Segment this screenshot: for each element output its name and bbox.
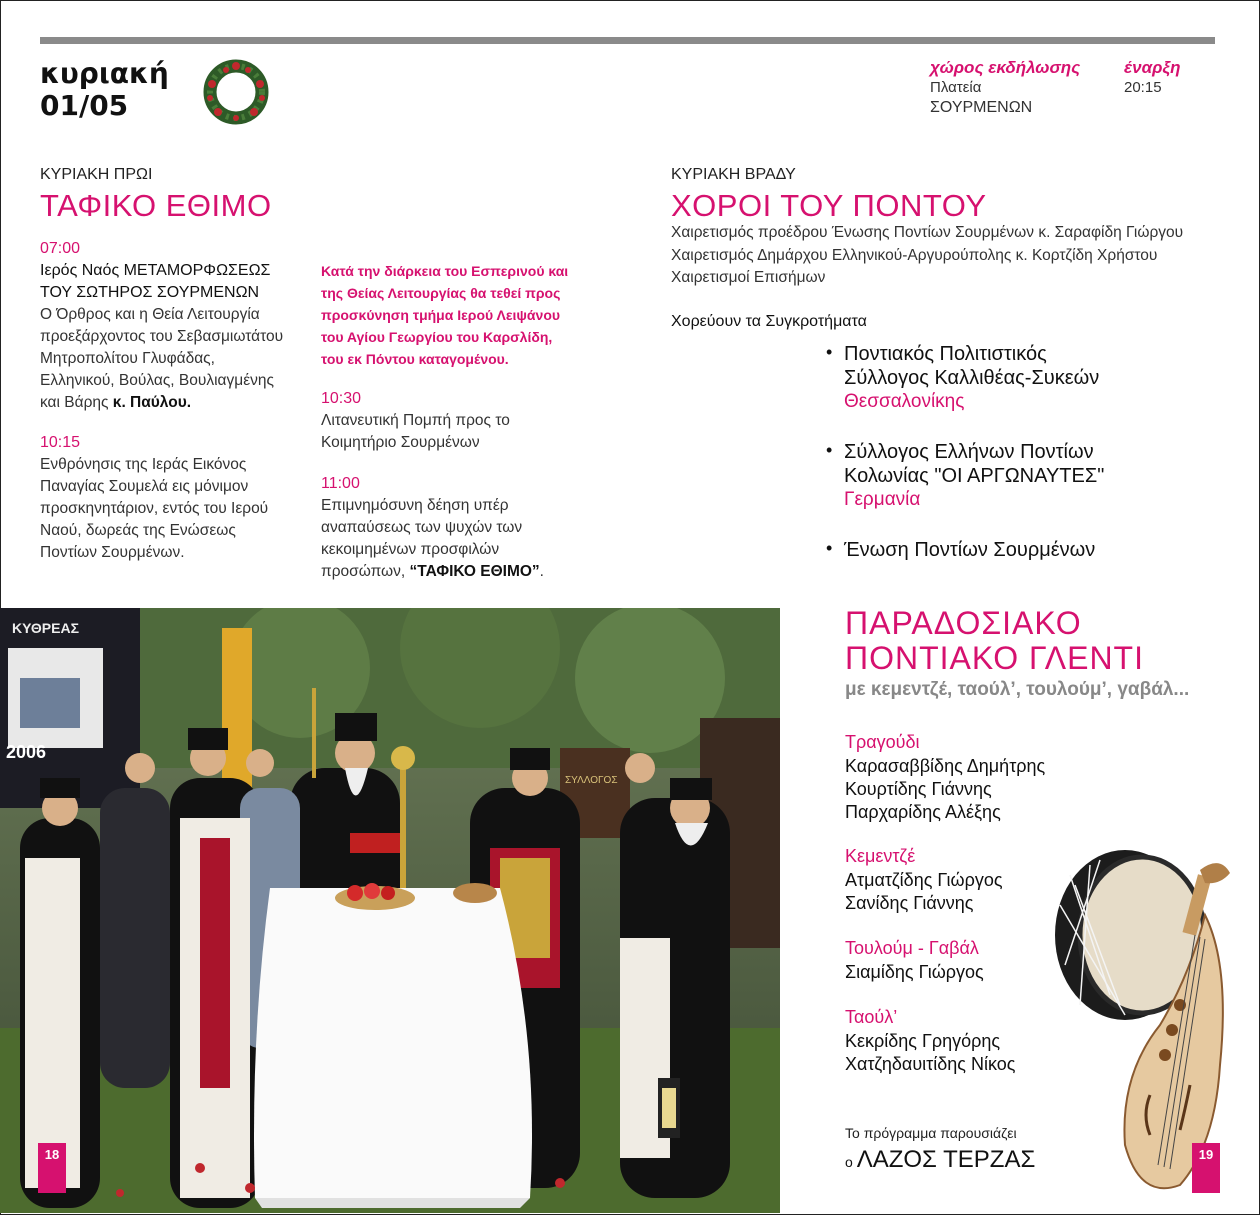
performer-name: Παρχαρίδης Αλέξης — [845, 802, 1001, 822]
group-city: Θεσσαλονίκης — [844, 391, 965, 412]
performer-name: Κεκρίδης Γρηγόρης — [845, 1031, 1001, 1051]
item-line-suffix: . — [539, 563, 544, 580]
item-line: Ο Όρθρος και η Θεία Λειτουργία — [40, 306, 260, 323]
church-name-line2: ΤΟΥ ΣΩΤΗΡΟΣ ΣΟΥΡΜΕΝΩΝ — [40, 284, 260, 301]
item-line-prefix: και Βάρης — [40, 394, 113, 411]
morning-item-1015 — [40, 434, 310, 564]
group-name-line1: Ένωση Ποντίων Σουρμένων — [844, 539, 1096, 561]
banner-year: 2006 — [6, 742, 47, 762]
notice-line: Κατά την διάρκεια του Εσπερινού και — [321, 263, 569, 279]
item-line-prefix: προσώπων, — [321, 563, 410, 580]
banner2-text: ΣΥΛΛΟΓΟΣ — [565, 775, 618, 786]
performer-name: Ατματζίδης Γιώργος — [845, 870, 1003, 890]
role-block — [845, 846, 1003, 915]
greeting-line: Χαιρετισμός προέδρου Ένωσης Ποντίων Σουρμένων κ. Σαραφίδη Γιώργου — [671, 224, 1184, 241]
group-item — [826, 440, 1105, 512]
item-line: Μητροπολίτου Γλυφάδας, — [40, 350, 215, 367]
start-time: 20:15 — [1124, 79, 1162, 96]
role-title: Κεμεντζέ — [845, 846, 916, 866]
presenter-label: Το πρόγραμμα παρουσιάζει — [845, 1125, 1017, 1141]
role-block — [845, 938, 984, 984]
banner-text: ΚΥΘΡΕΑΣ — [12, 620, 79, 636]
item-line: Ελληνικού, Βούλας, Βουλιαγμένης — [40, 372, 274, 389]
item-line: Λιτανευτική Πομπή προς το — [321, 412, 510, 429]
notice-line: προσκύνηση τμήμα Ιερού Λειψάνου — [321, 307, 561, 323]
page-number-right: 19 — [1192, 1143, 1220, 1193]
ceremony-photo — [0, 608, 780, 1213]
morning-title: ΤΑΦΙΚΟ ΕΘΙΜΟ — [40, 188, 272, 223]
item-line-last — [40, 392, 310, 414]
wreath-icon — [200, 56, 272, 128]
group-name-line2: Σύλλογος Καλλιθέας-Συκεών — [844, 367, 1100, 389]
item-time: 10:30 — [321, 390, 362, 407]
item-time: 11:00 — [321, 475, 360, 492]
top-rule — [40, 37, 1215, 44]
item-line: Ποντίων Σουρμένων. — [40, 544, 185, 561]
group-item — [826, 342, 1100, 414]
role-title: Τουλούμ - Γαβάλ — [845, 938, 979, 958]
item-line: Παναγίας Σουμελά εις μόνιμον — [40, 478, 249, 495]
item-line: Κοιμητήριο Σουρμένων — [321, 434, 480, 451]
morning-item-1100 — [321, 475, 601, 583]
morning-item-1030 — [321, 390, 601, 454]
event-name: “ΤΑΦΙΚΟ ΕΘΙΜΟ” — [409, 563, 540, 580]
item-line: κεκοιμημένων προσφιλών — [321, 541, 500, 558]
item-line: Ενθρόνησις της Ιεράς Εικόνος — [40, 456, 247, 473]
group-name-line2: Κολωνίας "ΟΙ ΑΡΓΩΝΑΥΤΕΣ" — [844, 465, 1105, 487]
venue-label: χώρος εκδήλωσης — [930, 58, 1081, 77]
morning-item-0700 — [40, 240, 310, 414]
start-label: έναρξη — [1124, 58, 1181, 77]
day-name: κυριακή — [40, 57, 169, 90]
glenti-title-line2: ΠΟΝΤΙΑΚΟ ΓΛΕΝΤΙ — [845, 640, 1144, 676]
performer-name: Χατζηδαυιτίδης Νίκος — [845, 1054, 1016, 1074]
notice-line: της Θείας Λειτουργίας θα τεθεί προς — [321, 285, 561, 301]
groups-heading: Χορεύουν τα Συγκροτήματα — [671, 313, 867, 330]
item-time: 07:00 — [40, 240, 81, 257]
bullet-icon: • — [826, 342, 833, 362]
church-name-line1: Ιερός Ναός ΜΕΤΑΜΟΡΦΩΣΕΩΣ — [40, 262, 271, 279]
role-title: Τραγούδι — [845, 732, 920, 752]
role-block — [845, 1007, 1015, 1076]
group-item — [826, 538, 1096, 562]
item-line: προεξάρχοντος του Σεβασμιωτάτου — [40, 328, 284, 345]
notice-line: του Αγίου Γεωργίου του Καρσλίδη, — [321, 329, 553, 345]
item-line: Ναού, δωρεάς της Ενώσεως — [40, 522, 236, 539]
bullet-icon: • — [826, 538, 833, 558]
performer-name: Σανίδης Γιάννης — [845, 893, 974, 913]
glenti-subtitle: με κεμεντζέ, ταούλ’, τουλούμ’, γαβάλ... — [845, 679, 1190, 700]
item-line: προσκηνητάριον, εντός του Ιερού — [40, 500, 269, 517]
group-city: Γερμανία — [844, 489, 921, 510]
item-line: αναπαύσεως των ψυχών των — [321, 519, 523, 536]
page-number-left: 18 — [38, 1143, 66, 1193]
presenter-name: ΛΑΖΟΣ ΤΕΡΖΑΣ — [856, 1146, 1036, 1173]
performer-name: Καρασαββίδης Δημήτρης — [845, 756, 1046, 776]
item-line-last — [321, 561, 601, 583]
performer-name: Σιαμίδης Γιώργος — [845, 962, 984, 982]
glenti-title-line1: ΠΑΡΑΔΟΣΙΑΚΟ — [845, 605, 1082, 641]
relic-notice — [321, 260, 601, 370]
bishop-name: κ. Παύλου. — [112, 394, 192, 411]
performer-name: Κουρτίδης Γιάννης — [845, 779, 992, 799]
morning-label: ΚΥΡΙΑΚΗ ΠΡΩΙ — [40, 166, 153, 183]
group-name-line1: Σύλλογος Ελλήνων Ποντίων — [844, 441, 1094, 463]
group-name-line1: Ποντιακός Πολιτιστικός — [844, 343, 1047, 365]
presenter — [845, 1146, 1035, 1174]
notice-line: του εκ Πόντου καταγομένου. — [321, 351, 509, 367]
role-title: Ταούλ’ — [845, 1007, 898, 1027]
venue-line2: ΣΟΥΡΜΕΝΩΝ — [930, 99, 1033, 116]
greeting-line: Χαιρετισμός Δημάρχου Ελληνικού-Αργυρούπολης κ. Κορτζίδη Χρήστου — [671, 246, 1158, 264]
role-block — [845, 732, 1045, 824]
day-date — [40, 58, 169, 122]
bullet-icon: • — [826, 440, 833, 460]
item-line: Επιμνημόσυνη δέηση υπέρ — [321, 497, 509, 514]
venue-line1: Πλατεία — [930, 79, 982, 96]
greetings — [671, 222, 1241, 290]
greeting-line: Χαιρετισμοί Επισήμων — [671, 269, 826, 286]
evening-title: ΧΟΡΟΙ ΤΟΥ ΠΟΝΤΟΥ — [671, 188, 987, 223]
date: 01/05 — [40, 89, 129, 122]
item-time: 10:15 — [40, 434, 81, 451]
presenter-prefix: ο — [845, 1154, 857, 1170]
evening-label: ΚΥΡΙΑΚΗ ΒΡΑΔΥ — [671, 166, 796, 183]
